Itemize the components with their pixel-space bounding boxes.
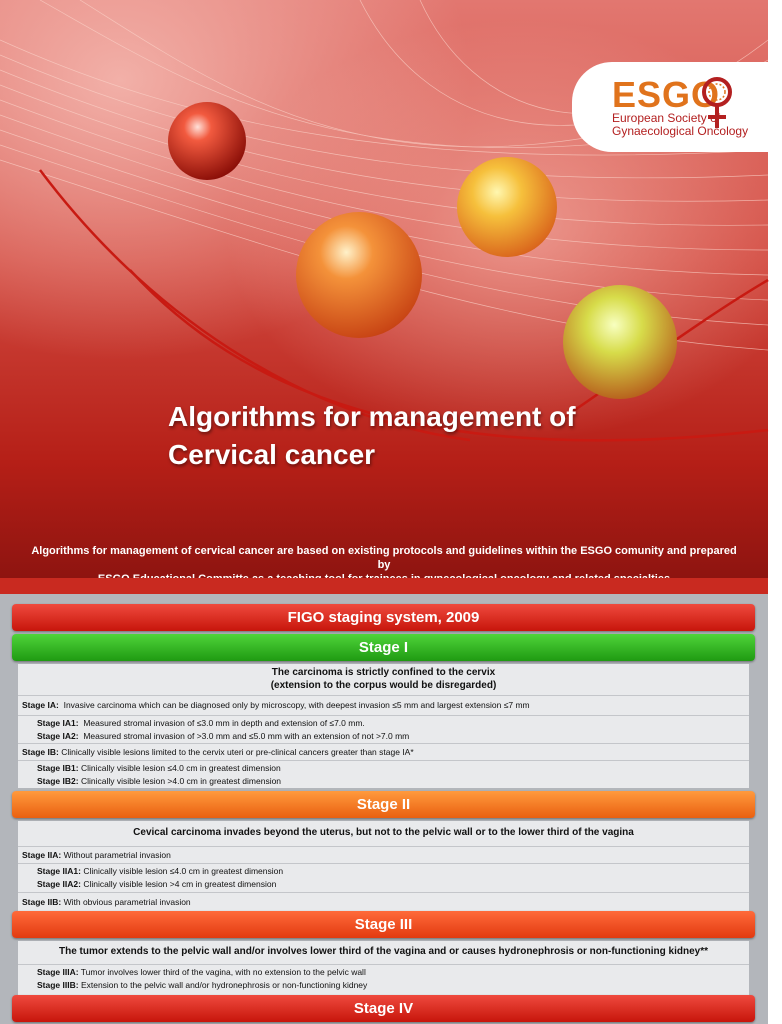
stage-iiia-text: Tumor involves lower third of the vagina, with no extension to the pelvic wall (80, 967, 366, 977)
stage-iia2-key: Stage IIA2: (37, 879, 81, 889)
stage-1-panel (18, 664, 749, 788)
stage-ib-key: Stage IB: (22, 747, 59, 757)
stage-3-header: Stage III (12, 911, 755, 938)
stage-ib-text: Clinically visible lesions limited to the cervix uteri or pre-clinical cancers greater than stage IA* (61, 747, 414, 757)
decorative-orb-orange (296, 212, 422, 338)
stage-ib2-text: Clinically visible lesion >4.0 cm in greatest dimension (80, 776, 282, 786)
stage-ib2-key: Stage IB2: (37, 776, 79, 786)
stage-ia-key: Stage IA: (22, 700, 59, 710)
stage-iii-sub-row (18, 964, 749, 994)
stage-iib-row (18, 892, 749, 911)
esgo-logo (572, 62, 782, 152)
stage-3-description: The tumor extends to the pelvic wall and/or involves lower third of the vagina and or causes hydronephrosis or non-functioning kidney** (59, 946, 708, 957)
stage-1-header: Stage I (12, 634, 755, 661)
logo-subtitle (612, 112, 748, 138)
intro-line1: Algorithms for management of cervical cancer are based on existing protocols and guidelines within the ESGO comunity and prepared by (31, 545, 737, 571)
stage-iia1-text: Clinically visible lesion ≤4.0 cm in greatest dimension (83, 866, 284, 876)
stage-ib-row (18, 743, 749, 760)
stage-1-desc-line1: The carcinoma is strictly confined to the cervix (271, 667, 496, 678)
stage-2-panel (18, 821, 749, 923)
figo-staging-section (0, 578, 768, 1024)
stage-ia1-key: Stage IA1: (37, 718, 79, 728)
stage-iia2-text: Clinically visible lesion >4 cm in greatest dimension (83, 879, 277, 889)
stage-iia-row (18, 846, 749, 863)
stage-iia1-key: Stage IIA1: (37, 866, 81, 876)
stage-iib-key: Stage IIB: (22, 897, 62, 907)
stage-iib-text: With obvious parametrial invasion (63, 897, 191, 907)
stage-iia-sub-row (18, 863, 749, 892)
logo-subtitle-line1: European Society of (612, 111, 721, 125)
stage-2-header: Stage II (12, 791, 755, 818)
stage-2-description: Cevical carcinoma invades beyond the uterus, but not to the pelvic wall or to the lower third of the vagina (133, 827, 634, 838)
stage-ia-sub-row (18, 715, 749, 743)
logo-subtitle-line2: Gynaecological Oncology (612, 124, 749, 138)
decorative-orb-red (168, 102, 246, 180)
title-line1: Algorithms for management of (168, 401, 576, 432)
stage-ia1-text: Measured stromal invasion of ≤3.0 mm in depth and extension of ≤7.0 mm. (83, 718, 365, 728)
stage-ib1-key: Stage IB1: (37, 763, 79, 773)
stage-iiib-text: Extension to the pelvic wall and/or hydronephrosis or non-functioning kidney (80, 980, 368, 990)
decorative-orb-green (563, 285, 677, 399)
stage-1-description (18, 666, 749, 694)
decorative-orb-yellow (457, 157, 557, 257)
title-line2: Cervical cancer (168, 439, 376, 470)
stage-ia2-key: Stage IA2: (37, 731, 79, 741)
page-title (168, 398, 576, 474)
stage-4-header: Stage IV (12, 995, 755, 1022)
stage-ib1-text: Clinically visible lesion ≤4.0 cm in greatest dimension (80, 763, 281, 773)
stage-ia2-text: Measured stromal invasion of >3.0 mm and ≤5.0 mm with an extension of not >7.0 mm (83, 731, 410, 741)
stage-iiia-key: Stage IIIA: (37, 967, 79, 977)
stage-1-desc-line2: (extension to the corpus would be disregarded) (270, 680, 497, 691)
stage-3-panel (18, 941, 749, 997)
stage-ib-sub-row (18, 760, 749, 788)
stage-iiib-key: Stage IIIB: (37, 980, 79, 990)
stage-ia-row (18, 695, 749, 715)
stage-iia-text: Without parametrial invasion (63, 850, 171, 860)
stage-iia-key: Stage IIA: (22, 850, 62, 860)
stage-ia-text: Invasive carcinoma which can be diagnosed only by microscopy, with deepest invasion ≤5 mm and largest extension ≤7 mm (63, 700, 530, 710)
logo-wordmark: ESGO (612, 74, 721, 115)
staging-title-bar: FIGO staging system, 2009 (12, 604, 755, 631)
